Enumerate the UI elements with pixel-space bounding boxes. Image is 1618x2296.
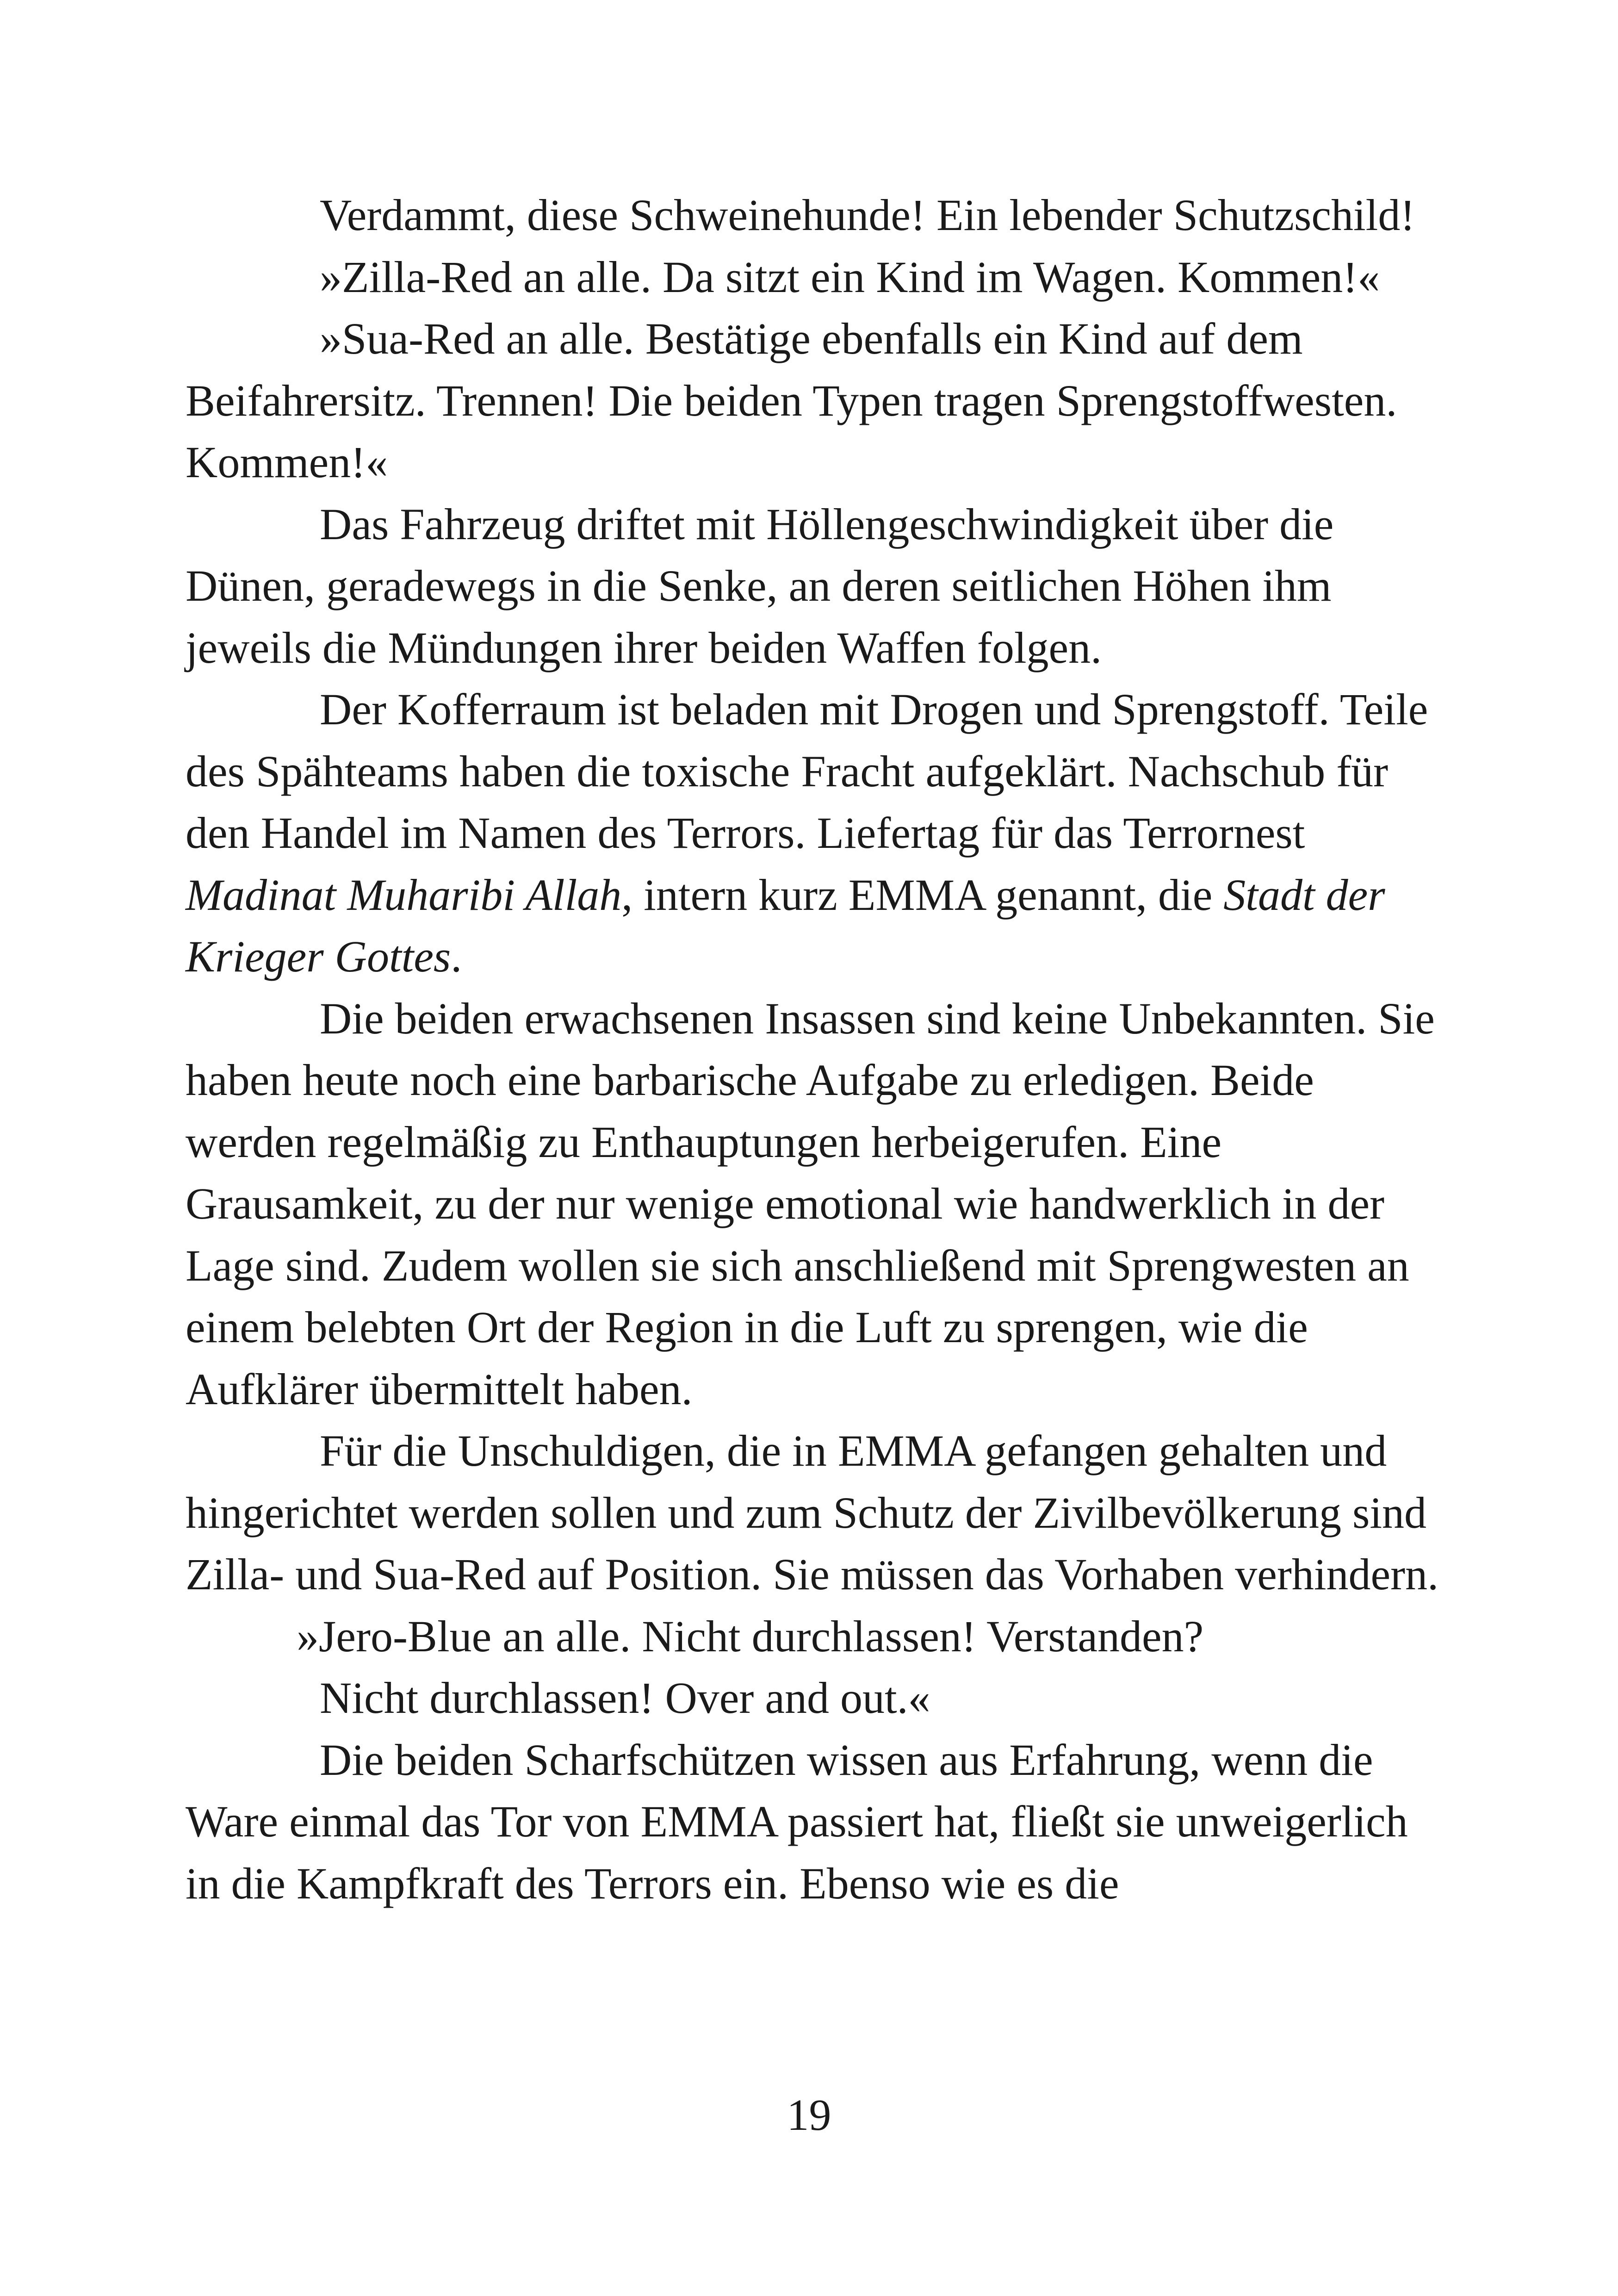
paragraph-text: Die beiden erwachsenen Insassen sind keine Unbekannten. Sie haben heute noch eine barbarische Aufgabe zu erledigen. Beide werden regelmäßig zu Enthauptungen herbeigerufen. Eine Grausamkeit, zu der nur wenige emotional wie handwerklich in der Lage sind. Zudem wollen sie sich anschließend mit Sprengwesten an einem belebten Ort der Region in die Luft zu sprengen, wie die Aufklärer übermittelt haben.: [186, 993, 1435, 1414]
paragraph: [186, 1605, 1444, 1668]
paragraph-text: Verdammt, diese Schweinehunde! Ein lebender Schutzschild!: [320, 190, 1415, 240]
paragraph-text: Der Kofferraum ist beladen mit Drogen und Sprengstoff. Teile des Spähteams haben die toxische Fracht aufgeklärt. Nachschub für den Handel im Namen des Terrors. Liefertag für das Terrornest: [186, 684, 1428, 858]
page-number: 19: [787, 2090, 831, 2140]
italic-place-translation: Stadt der Krieger Gottes: [186, 870, 1385, 981]
italic-place-name: Madinat Muharibi Allah: [186, 870, 622, 920]
paragraph: [186, 1729, 1444, 1915]
paragraph: [186, 678, 1444, 988]
paragraph-text: »Sua-Red an alle. Bestätige ebenfalls ein Kind auf dem Beifahrersitz. Trennen! Die beiden Typen tragen Sprengstoffwesten. Kommen!«: [186, 314, 1397, 487]
paragraph: [186, 1667, 1444, 1729]
paragraph: [186, 308, 1444, 493]
paragraph-text: , intern kurz EMMA genannt, die: [621, 870, 1224, 920]
paragraph-text: Nicht durchlassen! Over and out.«: [320, 1673, 930, 1723]
paragraph: [186, 493, 1444, 679]
paragraph-text: Für die Unschuldigen, die in EMMA gefangen gehalten und hingerichtet werden sollen und zum Schutz der Zivilbevölkerung sind Zilla- und Sua-Red auf Position. Sie müssen das Vorhaben verhindern.: [186, 1426, 1439, 1599]
paragraph-text: »Zilla-Red an alle. Da sitzt ein Kind im Wagen. Kommen!«: [320, 252, 1380, 302]
paragraph: [186, 246, 1444, 308]
body-text: [186, 184, 1444, 1914]
paragraph-text: Das Fahrzeug driftet mit Höllengeschwindigkeit über die Dünen, geradewegs in die Senke, an deren seitlichen Höhen ihm jeweils die Mündungen ihrer beiden Waffen folgen.: [186, 499, 1334, 672]
paragraph-text: .: [451, 932, 462, 981]
paragraph: [186, 988, 1444, 1420]
paragraph-text: Die beiden Scharfschützen wissen aus Erfahrung, wenn die Ware einmal das Tor von EMMA passiert hat, fließt sie unweigerlich in die Kampfkraft des Terrors ein. Ebenso wie es die: [186, 1735, 1408, 1908]
paragraph-text: »Jero-Blue an alle. Nicht durchlassen! Verstanden?: [297, 1611, 1204, 1661]
paragraph: [186, 184, 1444, 246]
paragraph: [186, 1420, 1444, 1605]
